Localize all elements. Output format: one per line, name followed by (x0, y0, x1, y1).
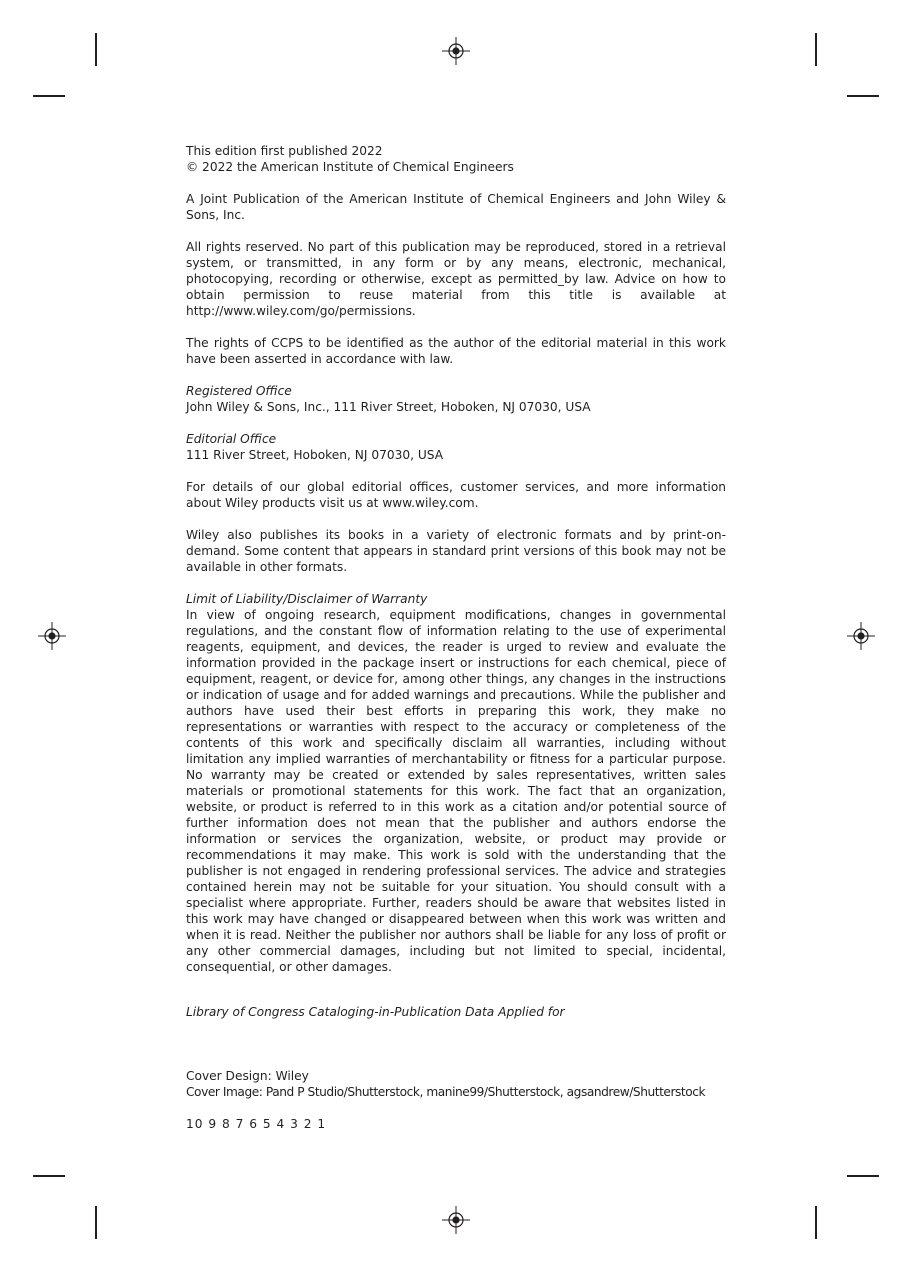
registration-mark-right-icon (847, 622, 875, 650)
editorial-office-address: 111 River Street, Hoboken, NJ 07030, USA (186, 448, 444, 462)
registered-office-heading: Registered Office (186, 384, 292, 398)
cip-block (186, 1004, 726, 1020)
cip-line: Library of Congress Cataloging-in-Publication Data Applied for (186, 1005, 565, 1019)
crop-mark-top-right-horizontal (847, 95, 879, 97)
editorial-office-heading: Editorial Office (186, 432, 277, 446)
edition-block (186, 143, 726, 175)
rights-reserved-paragraph: All rights reserved. No part of this publication may be reproduced, stored in a retrieval system, or transmitted, in any form or by any means, electronic, mechanical, photocopying, recording or otherwise, except as permitted_by law. Advice on how to obtain permission to reuse material from this title is available at http://www.wiley.com/go/permissions. (186, 240, 726, 318)
crop-mark-top-left-vertical (95, 33, 97, 66)
copyright-line: © 2022 the American Institute of Chemical Engineers (186, 160, 514, 174)
registration-mark-top-icon (442, 37, 470, 65)
copyright-page-text (186, 143, 726, 1148)
cover-design-line: Cover Design: Wiley (186, 1069, 309, 1083)
registered-office-block (186, 383, 726, 415)
printing-numbers: 10 9 8 7 6 5 4 3 2 1 (186, 1117, 327, 1131)
disclaimer-body: In view of ongoing research, equipment modifications, changes in governmental regulations, and the constant flow of information relating to the use of experimental reagents, equipment, and devices, the reader is urged to review and evaluate the information provided in the package insert or instructions for each chemical, piece of equipment, reagent, or device for, among other things, any changes in the instructions or indication of usage and for added warnings and precautions. While the publisher and authors have used their best efforts in preparing this work, they make no representations or warranties with respect to the accuracy or completeness of the contents of this work and specifically disclaim all warranties, including without limitation any implied warranties of merchantability or fitness for a particular purpose. No warranty may be created or extended by sales representatives, written sales materials or promotional statements for this work. The fact that an organization, website, or product is referred to in this work as a citation and/or potential source of further information does not mean that the publisher and authors endorse the information or services the organization, website, or product may provide or recommendations it may make. This work is sold with the understanding that the publisher is not engaged in rendering professional services. The advice and strategies contained herein may not be suitable for your situation. You should consult with a specialist where appropriate. Further, readers should be aware that websites listed in this work may have changed or disappeared between when this work was written and when it is read. Neither the publisher nor authors shall be liable for any loss of profit or any other commercial damages, including but not limited to special, incidental, consequential, or other damages. (186, 608, 726, 974)
registration-mark-bottom-icon (442, 1206, 470, 1234)
crop-mark-bottom-left-horizontal (33, 1175, 65, 1177)
cover-image-line: Cover Image: Pand P Studio/Shutterstock, manine99/Shutterstock, agsandrew/Shutterstock (186, 1085, 706, 1099)
ccps-rights-paragraph: The rights of CCPS to be identified as the author of the editorial material in this work have been asserted in accordance with law. (186, 336, 726, 366)
edition-line: This edition first published 2022 (186, 144, 383, 158)
joint-publication-paragraph: A Joint Publication of the American Institute of Chemical Engineers and John Wiley & Sons, Inc. (186, 192, 726, 222)
crop-mark-bottom-right-horizontal (847, 1175, 879, 1177)
registered-office-address: John Wiley & Sons, Inc., 111 River Street, Hoboken, NJ 07030, USA (186, 400, 591, 414)
cover-block (186, 1068, 726, 1100)
editorial-office-block (186, 431, 726, 463)
crop-mark-top-left-horizontal (33, 95, 65, 97)
crop-mark-bottom-left-vertical (95, 1206, 97, 1239)
disclaimer-block (186, 591, 726, 975)
formats-paragraph: Wiley also publishes its books in a variety of electronic formats and by print-on-demand. Some content that appears in standard print versions of this book may not be available in other formats. (186, 528, 726, 574)
crop-mark-top-right-vertical (815, 33, 817, 66)
crop-mark-bottom-right-vertical (815, 1206, 817, 1239)
details-paragraph: For details of our global editorial offices, customer services, and more information about Wiley products visit us at www.wiley.com. (186, 480, 726, 510)
disclaimer-heading: Limit of Liability/Disclaimer of Warranty (186, 592, 428, 606)
registration-mark-left-icon (38, 622, 66, 650)
